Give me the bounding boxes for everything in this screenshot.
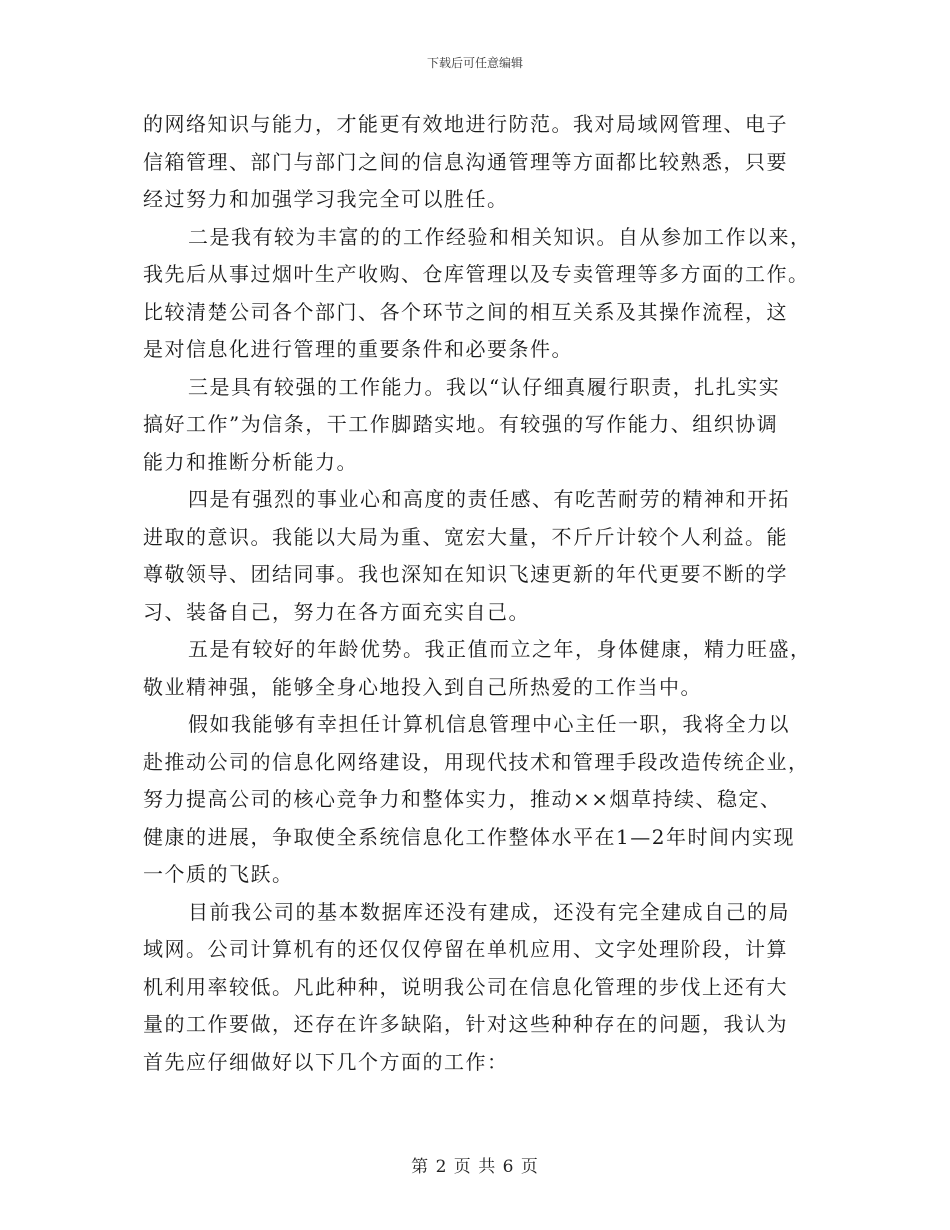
text-line: 尊敬领导、团结同事。我也深知在知识飞速更新的年代更要不断的学 xyxy=(143,562,788,586)
text-line: 域网。公司计算机有的还仅仅停留在单机应用、文字处理阶段，计算 xyxy=(143,937,788,961)
text-line: 我先后从事过烟叶生产收购、仓库管理以及专卖管理等多方面的工作。 xyxy=(143,262,810,286)
text-line: 首先应仔细做好以下几个方面的工作： xyxy=(143,1049,509,1074)
paragraph-start-line: 假如我能够有幸担任计算机信息管理中心主任一职，我将全力以 xyxy=(188,712,790,736)
page-number: 第 2 页 共 6 页 xyxy=(411,1157,539,1177)
text-line: 努力提高公司的核心竞争力和整体实力，推动××烟草持续、稳定、 xyxy=(143,787,782,811)
text-line: 搞好工作”为信条，干工作脚踏实地。有较强的写作能力、组织协调 xyxy=(143,412,779,436)
text-line: 健康的进展，争取使全系统信息化工作整体水平在1—2年时间内实现 xyxy=(143,824,795,849)
text-line: 敬业精神强，能够全身心地投入到自己所热爱的工作当中。 xyxy=(143,674,702,699)
paragraph-start-line: 二是我有较为丰富的的工作经验和相关知识。自从参加工作以来， xyxy=(188,224,812,249)
text-line: 信箱管理、部门与部门之间的信息沟通管理等方面都比较熟悉，只要 xyxy=(143,149,788,174)
text-line: 是对信息化进行管理的重要条件和必要条件。 xyxy=(143,337,573,361)
text-line: 一个质的飞跃。 xyxy=(143,862,294,886)
text-line: 量的工作要做，还存在许多缺陷，针对这些种种存在的问题，我认为 xyxy=(143,1012,788,1036)
paragraph-start-line: 三是具有较强的工作能力。我以“认仔细真履行职责，扎扎实实 xyxy=(188,374,781,399)
text-line: 比较清楚公司各个部门、各个环节之间的相互关系及其操作流程，这 xyxy=(143,299,788,324)
text-line: 机利用率较低。凡此种种，说明我公司在信息化管理的步伐上还有大 xyxy=(143,974,788,999)
text-line: 习、装备自己，努力在各方面充实自己。 xyxy=(143,599,530,624)
text-line: 的网络知识与能力，才能更有效地进行防范。我对局域网管理、电子 xyxy=(143,112,788,136)
page-header: 下载后可任意编辑 xyxy=(426,56,523,70)
text-line: 能力和推断分析能力。 xyxy=(143,449,358,474)
paragraph-start-line: 四是有强烈的事业心和高度的责任感、有吃苦耐劳的精神和开拓 xyxy=(188,487,790,511)
text-line: 进取的意识。我能以大局为重、宽宏大量，不斤斤计较个人利益。能 xyxy=(143,524,788,549)
paragraph-start-line: 五是有较好的年龄优势。我正值而立之年，身体健康，精力旺盛， xyxy=(188,637,812,661)
paragraph-start-line: 目前我公司的基本数据库还没有建成，还没有完全建成自己的局 xyxy=(188,899,790,924)
text-line: 赴推动公司的信息化网络建设，用现代技术和管理手段改造传统企业， xyxy=(143,749,810,774)
text-line: 经过努力和加强学习我完全可以胜任。 xyxy=(143,187,509,211)
body-text xyxy=(143,106,812,1081)
